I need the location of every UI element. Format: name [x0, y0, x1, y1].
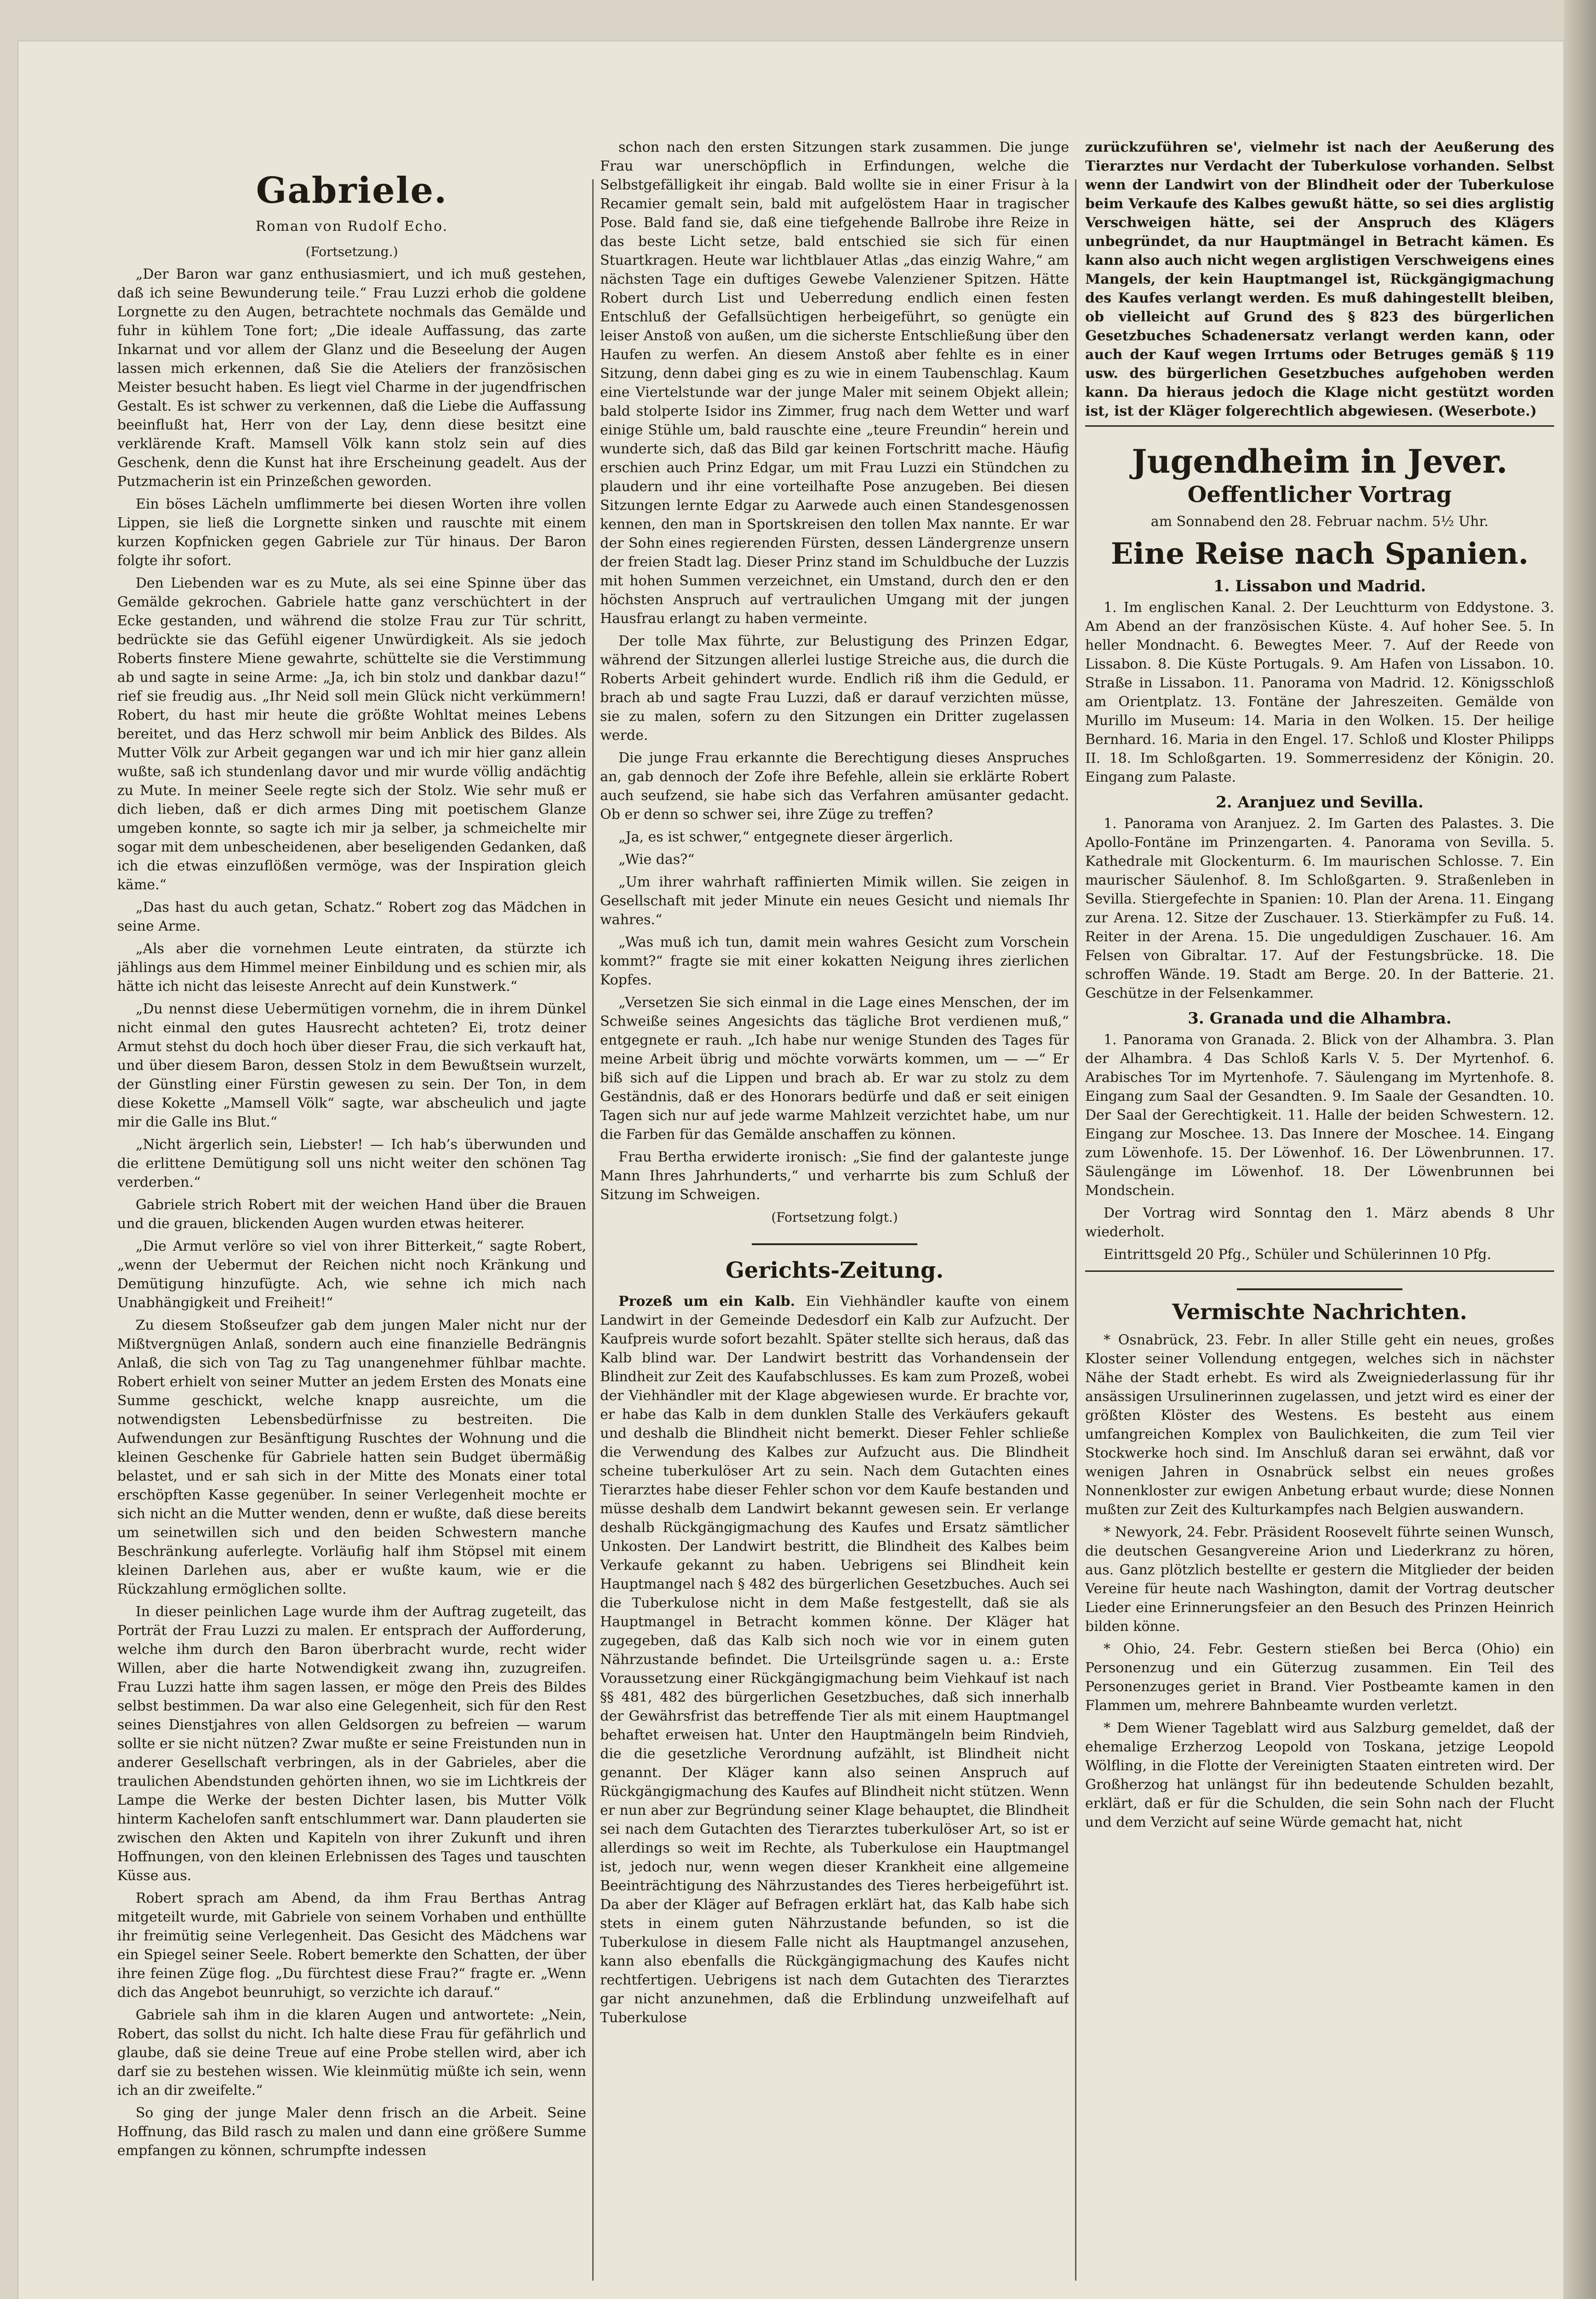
- novel-title: Gabriele.: [256, 170, 448, 212]
- paragraph: Robert sprach am Abend, da ihm Frau Berthas Antrag mitgeteilt wurde, mit Gabriele von seinem Vorhaben und enthüllte ihr freimütig seine Verlegenheit. Das Gesicht des Mädchens war ein Spiegel seiner Seele. Robert bemerkte den Schatten, der über ihre feinen Züge flog. „Du fürchtest diese Frau?“ fragte er. „Wenn dich das Angebot beunruhigt, so verzichte ich darauf.“: [117, 1890, 586, 2001]
- paragraph: „Ja, es ist schwer,“ entgegnete dieser ärgerlich.: [618, 829, 953, 845]
- paragraph: Der tolle Max führte, zur Belustigung des Prinzen Edgar, während der Sitzungen allerlei lustige Streiche aus, die durch die Roberts Arbeit gehindert wurde. Endlich riß ihm die Geduld, er brach ab und sagte Frau Luzzi, daß er darauf verzichten müsse, sie zu malen, sofern zu den Sitzungen ein Dritter zugelassen werde.: [600, 633, 1069, 743]
- paragraph: „Als aber die vornehmen Leute eintraten, da stürzte ich jählings aus dem Himmel meiner Einbildung und es schien mir, als hätte ich nicht das leiseste Anrecht auf dein Kunstwerk.“: [117, 941, 586, 995]
- paragraph: „Was muß ich tun, damit mein wahres Gesicht zum Vorschein kommt?“ fragte sie mit einer kokatten Neigung ihres zierlichen Kopfes.: [600, 934, 1069, 988]
- paragraph: Die junge Frau erkannte die Berechtigung dieses Anspruches an, gab dennoch der Zofe ihre Befehle, allein sie erklärte Robert auch seufzend, sie habe sich das Verfahren amüsanter gedacht. Ob er denn so schwer sei, ihre Züge zu treffen?: [600, 750, 1069, 823]
- paragraph: „Du nennst diese Uebermütigen vornehm, die in ihrem Dünkel nicht einmal den gutes Hausrecht achteten? Ei, trotz deiner Armut stehst du doch hoch über dieser Frau, die sich verkauft hat, und über diesem Baron, dessen Stolz in dem Bewußtsein wurzelt, der Günstling einer Fürstin gewesen zu sein. Der Ton, in dem diese Kokette „Mamsell Völk“ sagte, war abscheulich und jagte mir die Galle ins Blut.“: [117, 1001, 586, 1130]
- column-rule: [1075, 179, 1076, 2281]
- ad-repeat: Der Vortrag wird Sonntag den 1. März abends 8 Uhr wiederholt.: [1085, 1205, 1554, 1240]
- paragraph: Frau Bertha erwiderte ironisch: „Sie find der galanteste junge Mann Ihres Jahrhunderts,“ und verharrte bis zum Schluß der Sitzung im Schweigen.: [600, 1149, 1069, 1203]
- paragraph: Zu diesem Stoßseufzer gab dem jungen Maler nicht nur der Mißtvergnügen Anlaß, sondern auch eine finanzielle Bedrängnis Anlaß, die sich von Tag zu Tag unangenehmer fühlbar machte. Robert erhielt von seiner Mutter an jedem Ersten des Monats eine Summe geschickt, welche knapp ausreichte, um die notwendigsten Lebensbedürfnisse zu bestreiten. Die Aufwendungen zur Besänftigung Ruschtes der Wohnung und die kleinen Geschenke für Gabriele hatten sein Budget übermäßig belastet, und er sah sich in der Mitte des Monats einer total erschöpften Kasse gegenüber. In seiner Verlegenheit mochte er sich nicht an die Mutter wenden, denn er wußte, daß diese bereits um seinetwillen sich und den beiden Schwestern manche Beschränkung auferlegte. Vorläufig half ihm Stöpsel mit einem kleinen Darlehen aus, aber er wußte kaum, wie er die Rückzahlung ermöglichen sollte.: [117, 1317, 586, 1597]
- paragraph: In dieser peinlichen Lage wurde ihm der Auftrag zugeteilt, das Porträt der Frau Luzzi zu malen. Er entsprach der Aufforderung, welche ihm durch den Baron überbracht wurde, recht wider Willen, aber die harte Notwendigkeit zwang ihn, zuzugreifen. Frau Luzzi hatte ihm sagen lassen, er möge den Preis des Bildes selbst bestimmen. Da war also eine Gelegenheit, sich für den Rest seines Dienstjahres von allen Geldsorgen zu befreien — warum sollte er sie nicht nützen? Zwar mußte er seine Freistunden nun in anderer Gesellschaft verbringen, als in der Gabrieles, aber die traulichen Abendstunden gehörten ihnen, wo sie im Lichtkreis der Lampe die Werke der besten Dichter lasen, bis Mutter Völk hinterm Kachelofen sanft entschlummert war. Dann plauderten sie zwischen den Akten und Kapiteln von ihrer Zukunft und ihren Hoffnungen, von den kleinen Erlebnissen des Tages und tauschten Küsse aus.: [117, 1604, 586, 1884]
- ad-title: Jugendheim in Jever.: [1132, 442, 1508, 480]
- court-section-title: Gerichts-Zeitung.: [725, 1258, 944, 1283]
- ad-entry: Eintrittsgeld 20 Pfg., Schüler und Schülerinnen 10 Pfg.: [1104, 1247, 1492, 1263]
- column-rule: [592, 179, 594, 2281]
- paragraph: „Um ihrer wahrhaft raffinierten Mimik willen. Sie zeigen in Gesellschaft mit jeder Minute ein neues Gesicht und niemals Ihr wahres.“: [600, 874, 1069, 928]
- news-section-title: Vermischte Nachrichten.: [1172, 1299, 1467, 1324]
- ad-date: am Sonnabend den 28. Februar nachm. 5½ Uhr.: [1150, 514, 1489, 530]
- ad-chapter-text: 1. Im englischen Kanal. 2. Der Leuchtturm von Eddystone. 3. Am Abend an der französischen Küste. 4. Auf hoher See. 5. In heller Mondnacht. 6. Bewegtes Meer. 7. Auf der Reede von Lissabon. 8. Die Küste Portugals. 9. Am Hafen von Lissabon. 10. Straße in Lissabon. 11. Panorama von Madrid. 12. Königsschloß am Orientplatz. 13. Fontäne der Jahreszeiten. Gemälde von Murillo im Museum: 14. Maria in den Wolken. 15. Der heilige Bernhard. 16. Maria in den Engel. 17. Schloß und Kloster Philipps II. 18. Im Schloßgarten. 19. Sommerresidenz der Königin. 20. Eingang zum Palaste.: [1085, 600, 1554, 785]
- paragraph: Den Liebenden war es zu Mute, als sei eine Spinne über das Gemälde gekrochen. Gabriele hatte ganz verschüchtert in der Ecke gestanden, und während die stolze Frau zur Tür schritt, bedrückte sie das Gefühl eigener Unwürdigkeit. Als sie jedoch Roberts finstere Miene gewahrte, schüttelte sie die Verstimmung ab und sagte in seine Arme: „Ja, ich bin stolz und dankbar dazu!“ rief sie freudig aus. „Ihr Neid soll mein Glück nicht verkümmern! Robert, du hast mir heute die größte Wohltat meines Lebens bereitet, und das Herz schwoll mir beim Anblick des Bildes. Als Mutter Völk zur Arbeit gegangen war und ich mir hier ganz allein wußte, saß ich stundenlang davor und mir wurde völlig andächtig zu Mute. In meiner Seele regte sich der Stolz. Wie sehr muß er dich lieben, daß er dich armes Ding mit poetischem Glanze umgeben konnte, so sagte ich mir ja selber, ja schmeichelte mir sogar mit dem unbescheidenen, aber beseligenden Gedanken, daß ich die etwas einzuflößen vermöge, was der Inspiration gleich käme.“: [117, 575, 586, 893]
- paragraph: Ein böses Lächeln umflimmerte bei diesen Worten ihre vollen Lippen, sie ließ die Lorgnette sinken und rauschte mit einem kurzen Kopfnicken gegen Gabriele zur Tür hinaus. Der Baron folgte ihr sofort.: [117, 496, 586, 569]
- novel-continuation: (Fortsetzung.): [305, 244, 398, 259]
- paragraph: schon nach den ersten Sitzungen stark zusammen. Die junge Frau war unerschöpflich in Erfindungen, welche die Selbstgefälligkeit ihr eingab. Bald wollte sie in einer Frisur à la Recamier gemalt sein, bald mit aufgelöstem Haar in tragischer Pose. Bald fand sie, daß eine tiefgehende Ballrobe ihre Reize in das beste Licht setze, bald entschied sie sich für einen Stuartkragen. Heute war lichtblauer Atlas „das einzig Wahre,“ am nächsten Tage ein duftiges Gewebe Valenziener Spitzen. Hätte Robert durch List und Ueberredung endlich einen festen Entschluß der Gefallsüchtigen herbeigeführt, so genügte ein leiser Anstoß von außen, um die sicherste Entschließung über den Haufen zu werfen. An diesem Anstoß aber fehlte es in einer Sitzung, denn dabei ging es zu wie in einem Taubenschlag. Kaum eine Viertelstunde war der junge Maler mit seinem Objekt allein; bald stolperte Isidor ins Zimmer, frug nach dem Wetter und warf einige Stühle um, bald rauschte eine „teure Freundin“ herein und wunderte sich, daß das Bild gar keinen Fortschritt mache. Häufig erschien auch Prinz Edgar, um mit Frau Luzzi ein Stündchen zu plaudern und ihr eine vorteilhafte Pose anzugeben. Bei diesen Sitzungen lernte Edgar zu Aarwede auch einen Standesgenossen kennen, den man in Sportskreisen den tollen Max nannte. Er war der Sohn eines regierenden Fürsten, dessen Ländergrenze unsern der freien Stadt lag. Dieser Prinz stand im Schuldbuche der Luzzis mit hohen Summen verzeichnet, ein Umstand, durch den er den höchsten Anspruch auf vertraulichen Umgang mit der jungen Hausfrau erlangt zu haben vermeinte.: [600, 139, 1069, 627]
- court-article-continued: zurückzuführen se', vielmehr ist nach der Aeußerung des Tierarztes nur Verdacht der Tuberkulose vorhanden. Selbst wenn der Landwirt von der Blindheit oder der Tuberkulose beim Verkaufe des Kalbes gewußt hätte, so sei dies arglistig Verschweigen hätte, sei der Anspruch des Klägers unbegründet, da nur Hauptmängel in Betracht kämen. Es kann also auch nicht wegen arglistigen Verschweigens eines Mangels, der kein Hauptmangel ist, Rückgängigmachung des Kaufes verlangt werden. Es muß dahingestellt bleiben, ob vielleicht auf Grund des § 823 des bürgerlichen Gesetzbuches Schadenersatz verlangt werden kann, oder auch der Kauf wegen Irrtums oder Betruges gemäß § 119 usw. des bürgerlichen Gesetzbuches aufgehoben werden kann. Da hieraus jedoch die Klage nicht gestützt worden ist, ist der Kläger folgerechtlich abgewiesen. (Weserbote.): [1085, 139, 1554, 419]
- court-text: Ein Viehhändler kaufte von einem Landwirt in der Gemeinde Dedesdorf ein Kalb zur Aufzucht. Der Kaufpreis wurde sofort bezahlt. Später stellte sich heraus, daß das Kalb blind war. Der Landwirt bestritt das Vorhandensein der Blindheit zur Zeit des Kaufabschlusses. Es kam zum Prozeß, wobei der Viehhändler mit der Klage abgewiesen wurde. Er brachte vor, er habe das Kalb in dem dunklen Stalle des Verkäufers gekauft und deshalb die Blindheit nicht bemerkt. Dieser Fehler schließe die Verwendung des Kalbes zur Aufzucht aus. Die Blindheit scheine tuberkulöser Art zu sein. Nach dem Gutachten eines Tierarztes habe dieser Fehler schon vor dem Kaufe bestanden und müsse deshalb dem Landwirt bekannt gewesen sein. Er verlange deshalb Rückgängigmachung des Kaufes und Ersatz sämtlicher Unkosten. Der Landwirt bestritt, die Blindheit des Kalbes beim Verkaufe gekannt zu haben. Uebrigens sei Blindheit kein Hauptmangel nach § 482 des bürgerlichen Gesetzbuches. Auch sei die Tuberkulose nicht in dem Maße festgestellt, daß sie als Hauptmangel in Betracht kommen könne. Der Kläger hat zugegeben, daß das Kalb sich noch wie vor in einem guten Nährzustande befindet. Die Urteilsgründe sagen u. a.: Erste Voraussetzung einer Rückgängigmachung beim Viehkauf ist nach §§ 481, 482 des bürgerlichen Gesetzbuches, daß sich innerhalb der Gewährsfrist das betreffende Tier als mit einem Hauptmangel behaftet erweisen hat. Unter den Hauptmängeln beim Rindvieh, die die gesetzliche Verordnung aufzählt, ist Blindheit nicht genannt. Der Kläger kann also seinen Anspruch auf Rückgängigmachung des Kaufes auf Blindheit nicht stützen. Wenn er nun aber zur Begründung seiner Klage behauptet, die Blindheit sei nach dem Gutachten des Tierarztes tuberkulöser Art, so ist er allerdings so weit im Rechte, als Tuberkulose ein Hauptmangel ist, jedoch nur, wenn wegen dieser Krankheit eine allgemeine Beeinträchtigung des Nährzustandes des Tieres herbeigeführt ist. Da aber der Kläger auf Befragen erklärt hat, das Kalb habe sich stets in einem guten Nährzustande befunden, so ist die Tuberkulose in diesem Falle nicht als Hauptmangel anzusehen, kann also ebenfalls die Rückgängigmachung des Kaufes nicht rechtfertigen. Uebrigens ist nach dem Gutachten des Tierarztes gar nicht anzunehmen, daß die Erblindung unzweifelhaft auf Tuberkulose: [600, 1293, 1069, 2026]
- ad-subtitle: Oeffentlicher Vortrag: [1187, 482, 1452, 508]
- paragraph: „Wie das?“: [618, 852, 695, 868]
- ad-chapter-heading: 2. Aranjuez und Sevilla.: [1216, 793, 1424, 812]
- paragraph: „Nicht ärgerlich sein, Liebster! — Ich hab’s überwunden und die erlittene Demütigung soll uns nicht weiter den schönen Tag verderben.“: [117, 1137, 586, 1190]
- ad-chapter-heading: 1. Lissabon und Madrid.: [1213, 577, 1426, 595]
- page-edge: [1564, 0, 1596, 2299]
- section-divider: [1237, 1288, 1402, 1290]
- lecture-advertisement: [1085, 425, 1554, 1272]
- paragraph: „Die Armut verlöre so viel von ihrer Bitterkeit,“ sagte Robert, „wenn der Uebermut der Reichen nicht noch Kränkung und Demütigung hinzufügte. Ach, wie sehne ich mich nach Unabhängigkeit und Freiheit!“: [117, 1238, 586, 1311]
- ad-chapter-text: 1. Panorama von Aranjuez. 2. Im Garten des Palastes. 3. Die Apollo-Fontäne im Prinzengarten. 4. Panorama von Sevilla. 5. Kathedrale mit Glockenturm. 6. Im maurischen Schlosse. 7. Ein maurischer Säulenhof. 8. Im Schloßgarten. 9. Straßenleben in Sevilla. Stiergefechte in Spanien: 10. Plan der Arena. 11. Eingang zur Arena. 12. Sitze der Zuschauer. 13. Stierkämpfer zu Fuß. 14. Reiter in der Arena. 15. Die ungeduldigen Zuschauer. 16. Am Felsen von Gibraltar. 17. Auf der Festungsbrücke. 18. Die schroffen Wände. 19. Stadt am Berge. 20. In der Batterie. 21. Geschütze in der Felsenkammer.: [1085, 816, 1554, 1001]
- novel-byline: Roman von Rudolf Echo.: [255, 218, 448, 234]
- paragraph: Gabriele strich Robert mit der weichen Hand über die Brauen und die grauen, blickenden Augen wurden etwas heiterer.: [117, 1197, 586, 1232]
- ad-chapter-text: 1. Panorama von Granada. 2. Blick von der Alhambra. 3. Plan der Alhambra. 4 Das Schloß Karls V. 5. Der Myrtenhof. 6. Arabisches Tor im Myrtenhofe. 7. Säulengang im Myrtenhofe. 8. Eingang zum Saal der Gesandten. 9. Im Saale der Gesandten. 10. Der Saal der Gerechtigkeit. 11. Halle der beiden Schwestern. 12. Eingang zur Moschee. 13. Das Innere der Moschee. 14. Eingang zum Löwenhofe. 15. Der Löwenhof. 16. Der Löwenbrunnen. 17. Säulengänge im Löwenhof. 18. Der Löwenbrunnen bei Mondschein.: [1085, 1032, 1554, 1199]
- section-divider: [752, 1243, 917, 1245]
- paragraph: „Der Baron war ganz enthusiasmiert, und ich muß gestehen, daß ich seine Bewunderung teile.“ Frau Luzzi erhob die goldene Lorgnette zu den Augen, betrachtete nochmals das Gemälde und fuhr in kühlem Tone fort; „Die ideale Auffassung, das zarte Inkarnat und vor allem der Glanz und die Beseelung der Augen lassen mich erkennen, daß Sie die Ateliers der französischen Meister besucht haben. Es liegt viel Charme in der jugendfrischen Gestalt. Es ist schwer zu verkennen, daß die Liebe die Auffassung beeinflußt hat, Herr von der Lay, denn diese besitzt eine verklärende Kraft. Mamsell Völk kann stolz sein auf dies Geschenk, denn die Kunst hat ihre Erscheinung geadelt. Aus der Putzmacherin ist ein Prinzeßchen geworden.: [117, 266, 586, 490]
- novel-text-continued: [600, 138, 1069, 1204]
- paragraph: „Versetzen Sie sich einmal in die Lage eines Menschen, der im Schweiße seines Angesichts das tägliche Brot verdienen muß,“ entgegnete er rauh. „Ich habe nur wenige Stunden des Tages für meine Arbeit übrig und möchte vorwärts kommen, um — —“ Er biß sich auf die Lippen und brach ab. Er war zu stolz zu dem Geständnis, daß er des Honorars bedürfe und daß er seit einigen Tagen sich nur auf jede warme Mahlzeit verzichtet habe, um nur die Farben für das Gemälde anschaffen zu können.: [600, 995, 1069, 1143]
- paragraph: * Ohio, 24. Febr. Gestern stießen bei Berca (Ohio) ein Personenzug und ein Güterzug zusammen. Ein Teil des Personenzuges geriet in Brand. Vier Postbeamte kamen in den Flammen um, mehrere Bahnbeamte wurden verletzt.: [1085, 1641, 1554, 1714]
- ad-chapters: [1085, 577, 1554, 1200]
- court-article: [600, 1292, 1069, 2027]
- column-novel: [117, 138, 586, 2290]
- ad-topic: Eine Reise nach Spanien.: [1110, 537, 1529, 571]
- column-right: [1085, 138, 1554, 2290]
- novel-text: [117, 265, 586, 2160]
- paragraph: * Osnabrück, 23. Febr. In aller Stille geht ein neues, großes Kloster seiner Vollendung entgegen, welches sich in nächster Nähe der Stadt erhebt. Es wird als Zweigniederlassung für ihr ansässigen Ursulinerinnen zugelassen, und jetzt wird es einer der größten Klöster des Westens. Es besteht aus einem umfangreichen Komplex von Baulichkeiten, die zum Teil vier Stockwerke hoch sind. Im Anschluß daran sei erwähnt, daß vor wenigen Jahren in Osnabrück selbst ein neues großes Nonnenkloster zur ewigen Anbetung erbaut wurde; diese Nonnen mußten zur Zeit des Kulturkampfes nach Belgien auswandern.: [1085, 1332, 1554, 1518]
- paragraph: * Dem Wiener Tageblatt wird aus Salzburg gemeldet, daß der ehemalige Erzherzog Leopold von Toskana, jetzige Leopold Wölfling, in die Flotte der Vereinigten Staaten eintreten wird. Der Großherzog hat unlängst für ihn bedeutende Schulden bezahlt, erklärt, daß er für die Schulden, die sein Sohn nach der Flucht und dem Verzicht auf seine Würde gemacht hat, nicht: [1085, 1720, 1554, 1830]
- paragraph: „Das hast du auch getan, Schatz.“ Robert zog das Mädchen in seine Arme.: [117, 899, 586, 934]
- ad-chapter-heading: 3. Granada und die Alhambra.: [1188, 1009, 1452, 1028]
- news-items: [1085, 1331, 1554, 1832]
- paragraph: Gabriele sah ihm in die klaren Augen und antwortete: „Nein, Robert, das sollst du nicht. Ich halte diese Frau für gefährlich und glaube, daß sie deine Treue auf eine Probe stellen wird, aber ich darf sie zu bestehen wissen. Wie kleinmütig müßte ich sein, wenn ich an dir zweifelte.“: [117, 2007, 586, 2099]
- court-lead: Prozeß um ein Kalb.: [618, 1293, 795, 1310]
- paragraph: * Newyork, 24. Febr. Präsident Roosevelt führte seinen Wunsch, die deutschen Gesangvereine Arion und Liederkranz zu hören, aus. Ganz plötzlich bestellte er gestern die Mitglieder der beiden Vereine für heute nach Washington, damit der Vortrag deutscher Lieder eine Erinnerungsfeier an den Besuch des Prinzen Heinrich bilden könne.: [1085, 1524, 1554, 1635]
- column-middle: [600, 138, 1069, 2290]
- continued-note: (Fortsetzung folgt.): [771, 1210, 898, 1225]
- paragraph: So ging der junge Maler denn frisch an die Arbeit. Seine Hoffnung, das Bild rasch zu malen und dann eine größere Summe empfangen zu können, schrumpfte indessen: [117, 2105, 586, 2159]
- newspaper-page: [18, 41, 1563, 2299]
